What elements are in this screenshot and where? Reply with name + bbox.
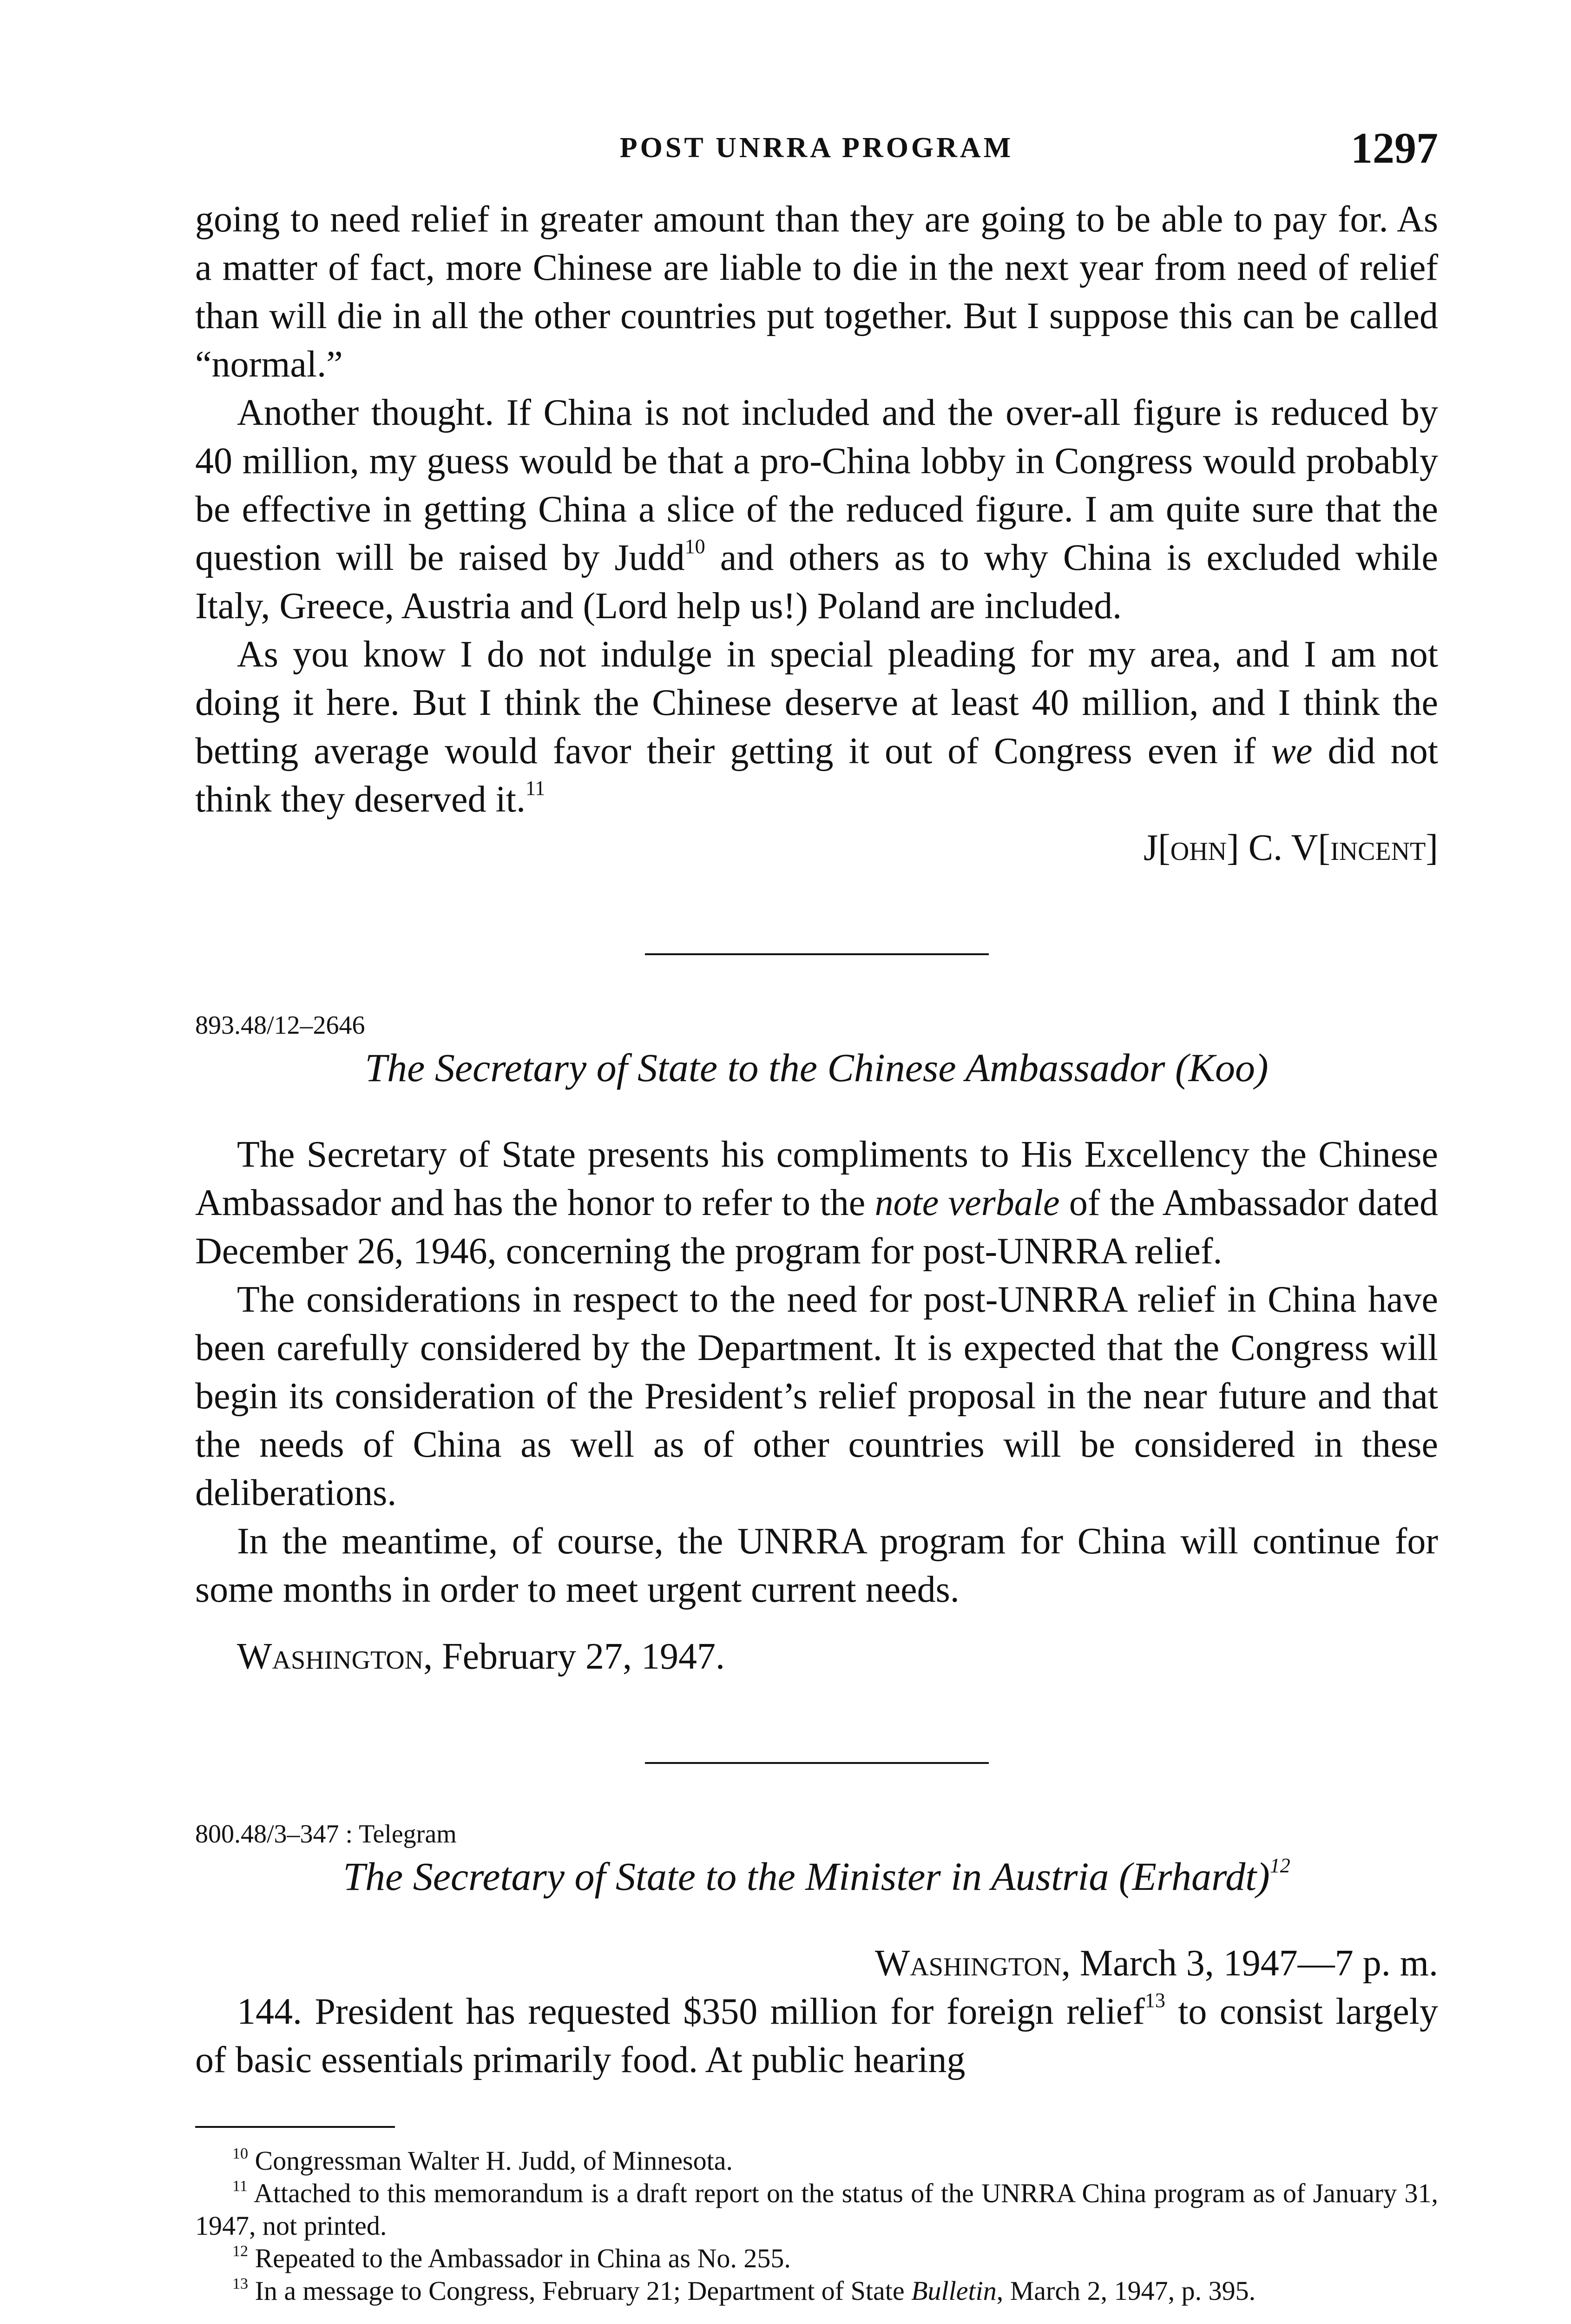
file-code: 893.48/12–2646: [195, 1011, 365, 1040]
document-title: The Secretary of State to the Chinese Ambassador (Koo): [365, 1045, 1269, 1090]
footnote-ref-13: 13: [1144, 1989, 1165, 2012]
signature: J[ohn] C. V[incent]: [1143, 827, 1438, 868]
section-divider: [645, 953, 989, 955]
telegram-dateline: Washington, March 3, 1947—7 p. m.: [874, 1943, 1438, 1984]
footnote-11: $^{11}$ Attached to this memorandum is a draft report on the status of the UNRRA China program as of January 31, 1947, not printed.: [195, 2177, 1438, 2241]
footnote-divider: [195, 2126, 395, 2128]
footnote-ref-12: 12: [1269, 1854, 1290, 1877]
page-header: [195, 123, 1438, 174]
footnote-ref-10: 10: [684, 535, 705, 558]
footnote-10: $^{10}$ Congressman Walter H. Judd, of Minnesota.: [232, 2145, 733, 2176]
memo-paragraph-3: As you know I do not indulge in special pleading for my area, and I am not doing it here. But I think the Chinese deserve at least 40 million, and I think the betting average would favor their getting it out of Congress even if we did not think they deserved it.$^{11}$: [195, 634, 1439, 820]
note-paragraph-2: The considerations in respect to the need for post-UNRRA relief in China have been carefully considered by the Department. It is expected that the Congress will begin its consideration of the President’s relief proposal in the near future and that the needs of China as well as of other countries will be considered in these deliberations.: [195, 1279, 1438, 1513]
footnote-ref-11: 11: [525, 777, 546, 800]
file-code: 800.48/3–347 : Telegram: [195, 1820, 457, 1849]
page-body: [195, 195, 1438, 2307]
note-paragraph-3: In the meantime, of course, the UNRRA program for China will continue for some months in order to meet urgent current needs.: [195, 1521, 1438, 1610]
telegram-paragraph-1: 144. President has requested $350 million for foreign relief$^{13}$ to consist largely of basic essentials primarily food. At public hearing: [195, 1989, 1438, 2080]
note-dateline: Washington, February 27, 1947.: [237, 1636, 725, 1677]
running-head: POST UNRRA PROGRAM: [619, 132, 1014, 164]
page-number: 1297: [1351, 124, 1438, 172]
document-title: The Secretary of State to the Minister in Austria (Erhardt)$^{12}$: [343, 1854, 1290, 1899]
footnote-13: $^{13}$ In a message to Congress, February 21; Department of State Bulletin, March 2, 1947, p. 395.: [232, 2275, 1256, 2306]
memo-paragraph-1: going to need relief in greater amount than they are going to be able to pay for. As a matter of fact, more Chinese are liable to die in the next year from need of relief than will die in all the other countries put together. But I suppose this can be called “normal.”: [195, 199, 1438, 385]
section-divider: [645, 1762, 989, 1764]
footnotes: [195, 2145, 1438, 2307]
memo-paragraph-2: Another thought. If China is not included and the over-all figure is reduced by 40 million, my guess would be that a pro-China lobby in Congress would probably be effective in getting China a slice of the reduced figure. I am quite sure that the question will be raised by Judd$^{10}$ and others as to why China is excluded while Italy, Greece, Austria and (Lord help us!) Poland are included.: [195, 392, 1439, 627]
note-paragraph-1: The Secretary of State presents his compliments to His Excellency the Chinese Ambassador and has the honor to refer to the note verbale of the Ambassador dated December 26, 1946, concerning the program for post-UNRRA relief.: [195, 1134, 1438, 1272]
footnote-12: $^{12}$ Repeated to the Ambassador in China as No. 255.: [232, 2242, 791, 2273]
